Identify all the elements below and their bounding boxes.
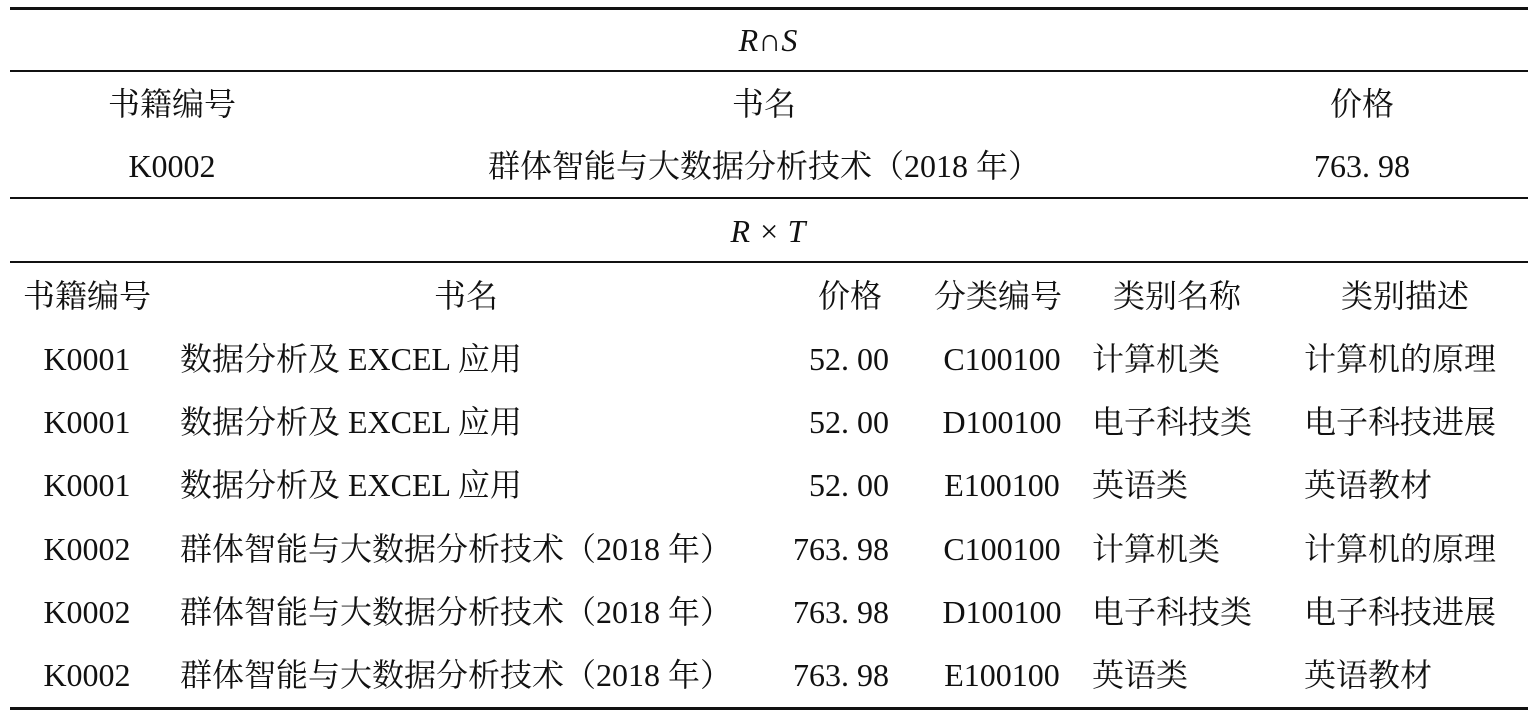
section1-title-rule: [10, 70, 1528, 72]
table-row-6-category-id: E100100: [944, 657, 1060, 693]
table-row-6-book-id: K0002: [43, 657, 131, 693]
table-row-5-category-desc: 电子科技进展: [1304, 594, 1497, 630]
table-row-1-book-name: 数据分析及 EXCEL 应用: [180, 341, 522, 377]
table-row-5-price: 763. 98: [793, 594, 889, 630]
table-row-3-price: 52. 00: [809, 467, 889, 503]
section2-header-book-name: 书名: [433, 278, 499, 314]
table-row-4-category-id: C100100: [943, 531, 1061, 567]
table-row-6-category-desc: 英语教材: [1304, 657, 1433, 693]
table-row-3-category-desc: 英语教材: [1304, 467, 1433, 503]
section1-header-price: 价格: [1329, 86, 1395, 122]
section1-cell-book-name: 群体智能与大数据分析技术（2018 年）: [487, 148, 1041, 184]
section1-cell-price: 763. 98: [1314, 148, 1410, 184]
table-top-rule: [10, 7, 1528, 10]
table-bottom-rule: [10, 707, 1528, 710]
table-row-5-book-id: K0002: [43, 594, 131, 630]
table-row-1-category-id: C100100: [943, 341, 1061, 377]
section2-title: R × T: [730, 213, 806, 249]
table-row-1-price: 52. 00: [809, 341, 889, 377]
section1-cell-book-id: K0002: [128, 148, 216, 184]
table-row-2-category-desc: 电子科技进展: [1304, 404, 1497, 440]
section1-header-book-name: 书名: [731, 86, 797, 122]
table-row-1-category-desc: 计算机的原理: [1304, 341, 1497, 377]
table-row-6-category-name: 英语类: [1092, 657, 1189, 693]
section2-header-category-name: 类别名称: [1112, 278, 1242, 314]
table-row-4-book-id: K0002: [43, 531, 131, 567]
table-row-5-book-name: 群体智能与大数据分析技术（2018 年）: [180, 594, 733, 630]
section2-title-rule: [10, 261, 1528, 263]
section-divider-rule: [10, 197, 1528, 199]
table-row-3-category-id: E100100: [944, 467, 1060, 503]
table-row-6-book-name: 群体智能与大数据分析技术（2018 年）: [180, 657, 733, 693]
table-row-4-price: 763. 98: [793, 531, 889, 567]
table-row-2-category-id: D100100: [942, 404, 1062, 440]
table-row-3-book-id: K0001: [43, 467, 131, 503]
section2-header-category-desc: 类别描述: [1340, 278, 1470, 314]
table-row-1-category-name: 计算机类: [1092, 341, 1221, 377]
table-row-4-category-name: 计算机类: [1092, 531, 1221, 567]
table-row-1-book-id: K0001: [43, 341, 131, 377]
section2-header-price: 价格: [817, 278, 883, 314]
table-row-2-price: 52. 00: [809, 404, 889, 440]
table-row-2-category-name: 电子科技类: [1092, 404, 1253, 440]
table-row-3-category-name: 英语类: [1092, 467, 1189, 503]
table-row-5-category-name: 电子科技类: [1092, 594, 1253, 630]
table-row-2-book-name: 数据分析及 EXCEL 应用: [180, 404, 522, 440]
section2-header-book-id: 书籍编号: [22, 278, 152, 314]
table-row-6-price: 763. 98: [793, 657, 889, 693]
table-row-4-book-name: 群体智能与大数据分析技术（2018 年）: [180, 531, 733, 567]
section2-header-category-id: 分类编号: [933, 278, 1063, 314]
table-row-3-book-name: 数据分析及 EXCEL 应用: [180, 467, 522, 503]
table-row-4-category-desc: 计算机的原理: [1304, 531, 1497, 567]
section1-title: R∩S: [738, 22, 798, 58]
table-row-5-category-id: D100100: [942, 594, 1062, 630]
section1-header-book-id: 书籍编号: [107, 86, 237, 122]
table-row-2-book-id: K0001: [43, 404, 131, 440]
